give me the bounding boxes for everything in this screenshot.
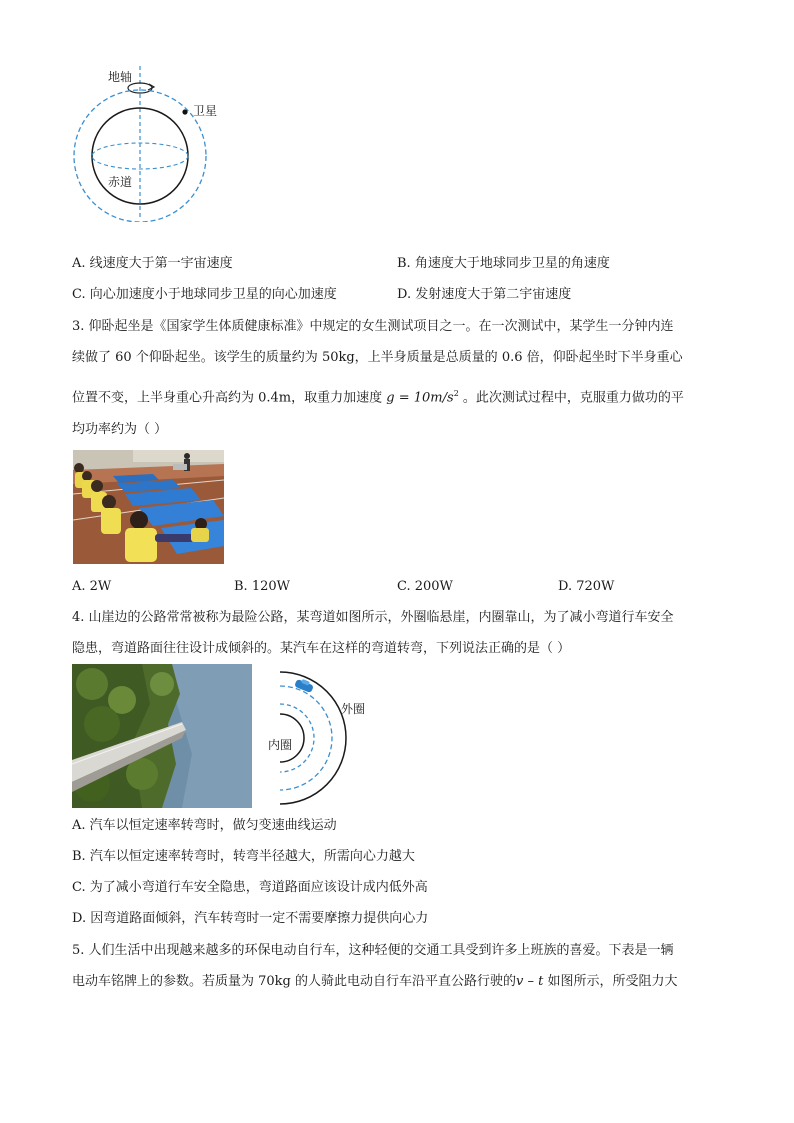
q4-option-a[interactable]: A. 汽车以恒定速率转弯时，做匀变速曲线运动 <box>72 818 337 833</box>
q3-text-line4: 均功率约为（ ） <box>72 422 168 437</box>
earth-axis-label: 地轴 <box>108 70 133 84</box>
q2-option-d[interactable]: D. 发射速度大于第二宇宙速度 <box>397 287 572 302</box>
q5-line2-post: 如图所示，所受阻力大 <box>543 974 678 989</box>
q4-text-line2: 隐患，弯道路面往往设计成倾斜的。某汽车在这样的弯道转弯，下列说法正确的是（ ） <box>72 641 571 656</box>
outer-curve-label: 外圈 <box>341 702 366 716</box>
q3-text-line3 <box>72 385 684 407</box>
vt-symbol: v – t <box>516 974 544 989</box>
gravity-formula: g = 10m/s <box>386 390 454 406</box>
q2-option-a[interactable]: A. 线速度大于第一宇宙速度 <box>72 256 233 271</box>
q3-line3-pre: 位置不变，上半身重心升高约为 0.4m，取重力加速度 <box>72 390 387 406</box>
cliff-road-photo <box>72 664 252 808</box>
q4-option-d[interactable]: D. 因弯道路面倾斜，汽车转弯时一定不需要摩擦力提供向心力 <box>72 911 429 926</box>
q3-text-line2: 续做了 60 个仰卧起坐。该学生的质量约为 50kg，上半身质量是总质量的 0.6 倍，仰卧起坐时下半身重心 <box>72 350 683 365</box>
q4-option-b[interactable]: B. 汽车以恒定速率转弯时，转弯半径越大，所需向心力越大 <box>72 849 415 864</box>
inner-curve-label: 内圈 <box>268 738 293 752</box>
q3-option-d[interactable]: D. 720W <box>558 579 615 594</box>
satellite-label: 卫星 <box>193 104 218 118</box>
q3-option-a[interactable]: A. 2W <box>72 579 112 594</box>
gravity-formula-exponent: 2 <box>453 389 459 398</box>
q5-text-line1: 5. 人们生活中出现越来越多的环保电动自行车，这种轻便的交通工具受到许多上班族的喜爱。下表是一辆 <box>72 943 674 958</box>
q3-option-b[interactable]: B. 120W <box>234 579 290 594</box>
satellite-dot <box>182 109 187 114</box>
equator-label: 赤道 <box>108 175 133 189</box>
q4-text-line1: 4. 山崖边的公路常常被称为最险公路，某弯道如图所示，外圈临悬崖，内圈靠山，为了减小弯道行车安全 <box>72 610 674 625</box>
q2-option-c[interactable]: C. 向心加速度小于地球同步卫星的向心加速度 <box>72 287 337 302</box>
earth-orbit-figure <box>70 62 220 222</box>
q2-option-b[interactable]: B. 角速度大于地球同步卫星的角速度 <box>397 256 610 271</box>
q3-line3-post: 。此次测试过程中，克服重力做功的平 <box>458 390 684 406</box>
q5-line2-pre: 电动车铭牌上的参数。若质量为 70kg 的人骑此电动自行车沿平直公路行驶的 <box>72 974 517 989</box>
q3-text-line1: 3. 仰卧起坐是《国家学生体质健康标准》中规定的女生测试项目之一。在一次测试中，某学生一分钟内连 <box>72 319 674 334</box>
q4-option-c[interactable]: C. 为了减小弯道行车安全隐患，弯道路面应该设计成内低外高 <box>72 880 428 895</box>
q5-text-line2 <box>72 973 678 991</box>
q3-option-c[interactable]: C. 200W <box>397 579 453 594</box>
situp-test-photo <box>73 450 224 564</box>
